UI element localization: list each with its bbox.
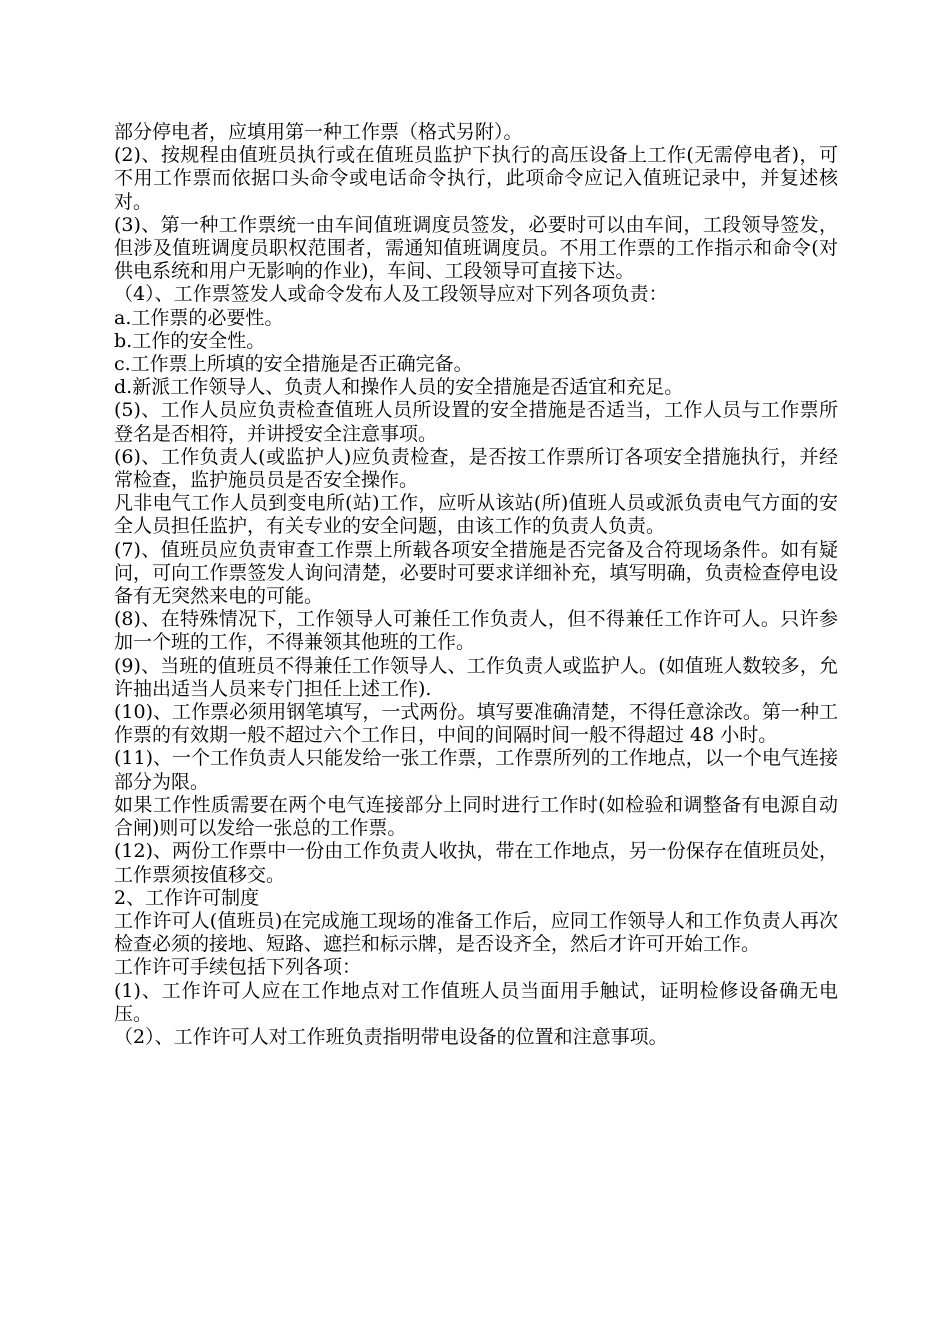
paragraph: 工作许可手续包括下列各项： (114, 956, 362, 979)
list-item: a.工作票的必要性。 (114, 306, 284, 329)
paragraph: 工作许可人(值班员)在完成施工现场的准备工作后，应同工作领导人和工作负责人再次检查必须的接地、短路、遮拦和标示牌，是否设齐全，然后才许可开始工作。 (114, 909, 838, 956)
paragraph: 部分停电者，应填用第一种工作票（格式另附）。 (114, 121, 523, 143)
paragraph: (5)、工作人员应负责检查值班人员所设置的安全措施是否适当，工作人员与工作票所登名是否相符，并讲授安全注意事项。 (114, 399, 838, 445)
paragraph: 凡非电气工作人员到变电所(站)工作，应听从该站(所)值班人员或派负责电气方面的安全人员担任监护，有关专业的安全问题，由该工作的负责人负责。 (114, 492, 838, 538)
paragraph: (9)、当班的值班员不得兼任工作领导人、工作负责人或监护人。(如值班人数较多，允许抽出适当人员来专门担任上述工作). (114, 654, 838, 700)
paragraph: (12)、两份工作票中一份由工作负责人收执，带在工作地点，另一份保存在值班员处，工作票须按值移交。 (114, 840, 838, 886)
list-item: c.工作票上所填的安全措施是否正确完备。 (114, 353, 473, 376)
paragraph: （2）、工作许可人对工作班负责指明带电设备的位置和注意事项。 (114, 1025, 668, 1048)
document-body (114, 121, 838, 1049)
paragraph: (6)、工作负责人(或监护人)应负责检查，是否按工作票所订各项安全措施执行，并经常检查，监护施员员是否安全操作。 (114, 445, 838, 492)
paragraph: (3)、第一种工作票统一由车间值班调度员签发，必要时可以由车间，工段领导签发，但涉及值班调度员职权范围者，需通知值班调度员。不用工作票的工作指示和命令(对供电系统和用户无影响的作业)，车间、工段领导可直接下达。 (114, 213, 838, 283)
paragraph: （4）、工作票签发人或命令发布人及工段领导应对下列各项负责： (114, 283, 668, 306)
paragraph: (7)、值班员应负责审查工作票上所载各项安全措施是否完备及合符现场条件。如有疑问，可向工作票签发人询问清楚，必要时可要求详细补充，填写明确，负责检查停电设备有无突然来电的可能。 (114, 538, 838, 608)
paragraph: (2)、按规程由值班员执行或在值班员监护下执行的高压设备上工作(无需停电者)，可不用工作票而依据口头命令或电话命令执行，此项命令应记入值班记录中，并复述核对。 (114, 144, 838, 213)
paragraph: (8)、在特殊情况下，工作领导人可兼任工作负责人，但不得兼任工作许可人。只许参加一个班的工作，不得兼领其他班的工作。 (114, 608, 838, 654)
list-item: d.新派工作领导人、负责人和操作人员的安全措施是否适宜和充足。 (114, 376, 684, 399)
section-heading: 2、工作许可制度 (114, 886, 260, 909)
paragraph: 如果工作性质需要在两个电气连接部分上同时进行工作时(如检验和调整备有电源自动合闸)则可以发给一张总的工作票。 (114, 793, 838, 840)
paragraph: (11)、一个工作负责人只能发给一张工作票，工作票所列的工作地点，以一个电气连接部分为限。 (114, 747, 838, 793)
paragraph: (1)、工作许可人应在工作地点对工作值班人员当面用手触试，证明检修设备确无电压。 (114, 979, 838, 1025)
list-item: b.工作的安全性。 (114, 329, 266, 352)
paragraph: (10)、工作票必须用钢笔填写，一式两份。填写要准确清楚，不得任意涂改。第一种工作票的有效期一般不超过六个工作日，中间的间隔时间一般不得超过 48 小时。 (114, 701, 838, 747)
